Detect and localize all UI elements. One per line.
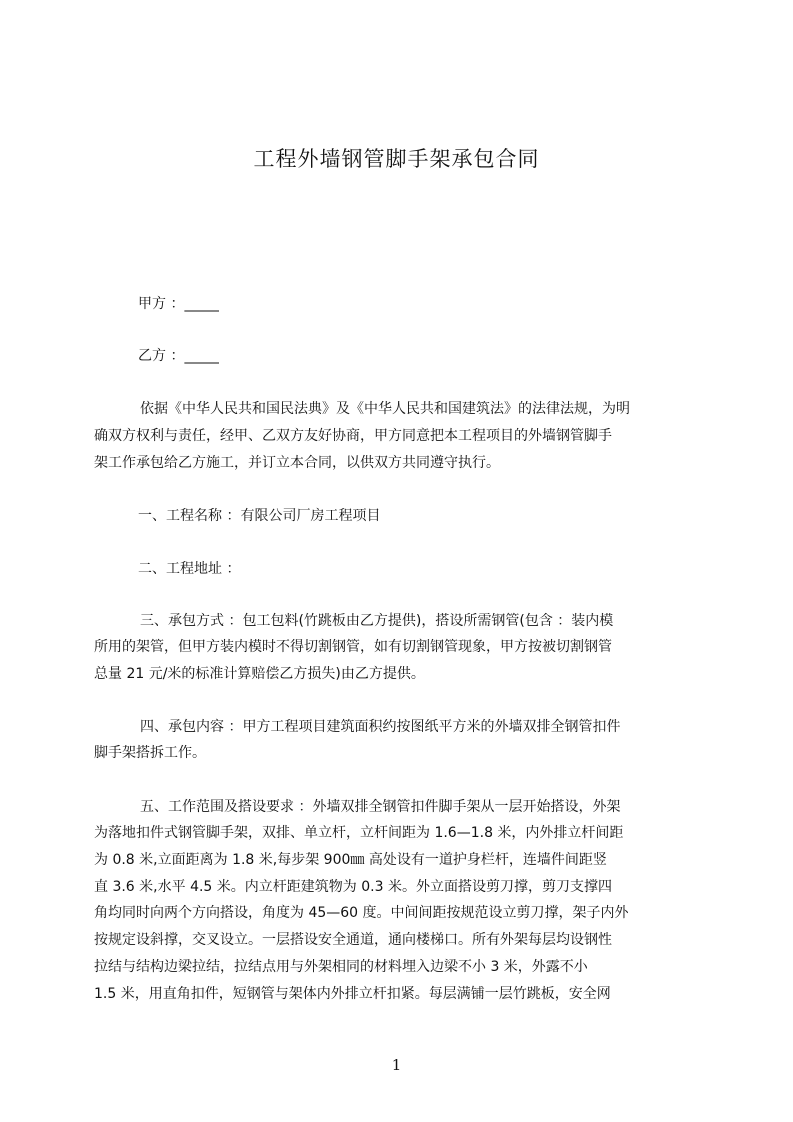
- party-b-line: 乙方 ：_____: [138, 348, 220, 364]
- section-project-name: 一、工程名称 ：有限公司厂房工程项目: [138, 508, 381, 524]
- intro-line-1: 依据《中华人民共和国民法典》及《中华人民共和国建筑法》的法律法规，为明: [140, 401, 630, 417]
- party-a-line: 甲方 ：_____: [138, 296, 220, 312]
- section5-line-2: 为落地扣件式钢管脚手架，双排、单立杆，立杆间距为 1.6—1.8 米，内外排立杆间距: [94, 825, 624, 841]
- document-title: 工程外墙钢管脚手架承包合同: [253, 147, 540, 171]
- section3-line-3: 总量 21 元/米的标准计算赔偿乙方损失)由乙方提供。: [94, 666, 425, 682]
- page-number: 1: [391, 1056, 402, 1074]
- section5-line-1: 五、工作范围及搭设要求 ：外墙双排全钢管扣件脚手架从一层开始搭设，外架: [140, 799, 621, 815]
- section4-line-1: 四、承包内容 ：甲方工程项目建筑面积约按图纸平方米的外墙双排全钢管扣件: [140, 719, 621, 735]
- section4-line-2: 脚手架搭拆工作。: [94, 745, 206, 761]
- section-project-address: 二、工程地址 ：: [138, 561, 241, 577]
- section5-line-8: 1.5 米，用直角扣件，短钢管与架体内外排立杆扣紧。每层满铺一层竹跳板，安全网: [94, 986, 611, 1002]
- intro-line-2: 确双方权利与责任，经甲、乙双方友好协商，甲方同意把本工程项目的外墙钢管脚手: [94, 428, 612, 444]
- section5-line-5: 角均同时向两个方向搭设，角度为 45—60 度。中间间距按规范设立剪刀撑，架子内外: [94, 905, 629, 921]
- section5-line-7: 拉结与结构边梁拉结，拉结点用与外架相同的材料埋入边梁不小 3 米，外露不小: [94, 959, 588, 975]
- section5-line-3: 为 0.8 米,立面距离为 1.8 米,每步架 900㎜ 高处设有一道护身栏杆，连墙件间距竖: [94, 852, 607, 868]
- section5-line-4: 直 3.6 米,水平 4.5 米。内立杆距建筑物为 0.3 米。外立面搭设剪刀撑，剪刀支撑四: [94, 879, 612, 895]
- section5-line-6: 按规定设斜撑，交叉设立。一层搭设安全通道，通向楼梯口。所有外架每层均设钢性: [94, 932, 612, 948]
- section3-line-2: 所用的架管，但甲方装内模时不得切割钢管，如有切割钢管现象，甲方按被切割钢管: [94, 639, 612, 655]
- intro-line-3: 架工作承包给乙方施工，并订立本合同，以供双方共同遵守执行。: [94, 455, 500, 471]
- section3-line-1: 三、承包方式 ：包工包料(竹跳板由乙方提供)，搭设所需钢管(包含 ：装内模: [140, 613, 614, 629]
